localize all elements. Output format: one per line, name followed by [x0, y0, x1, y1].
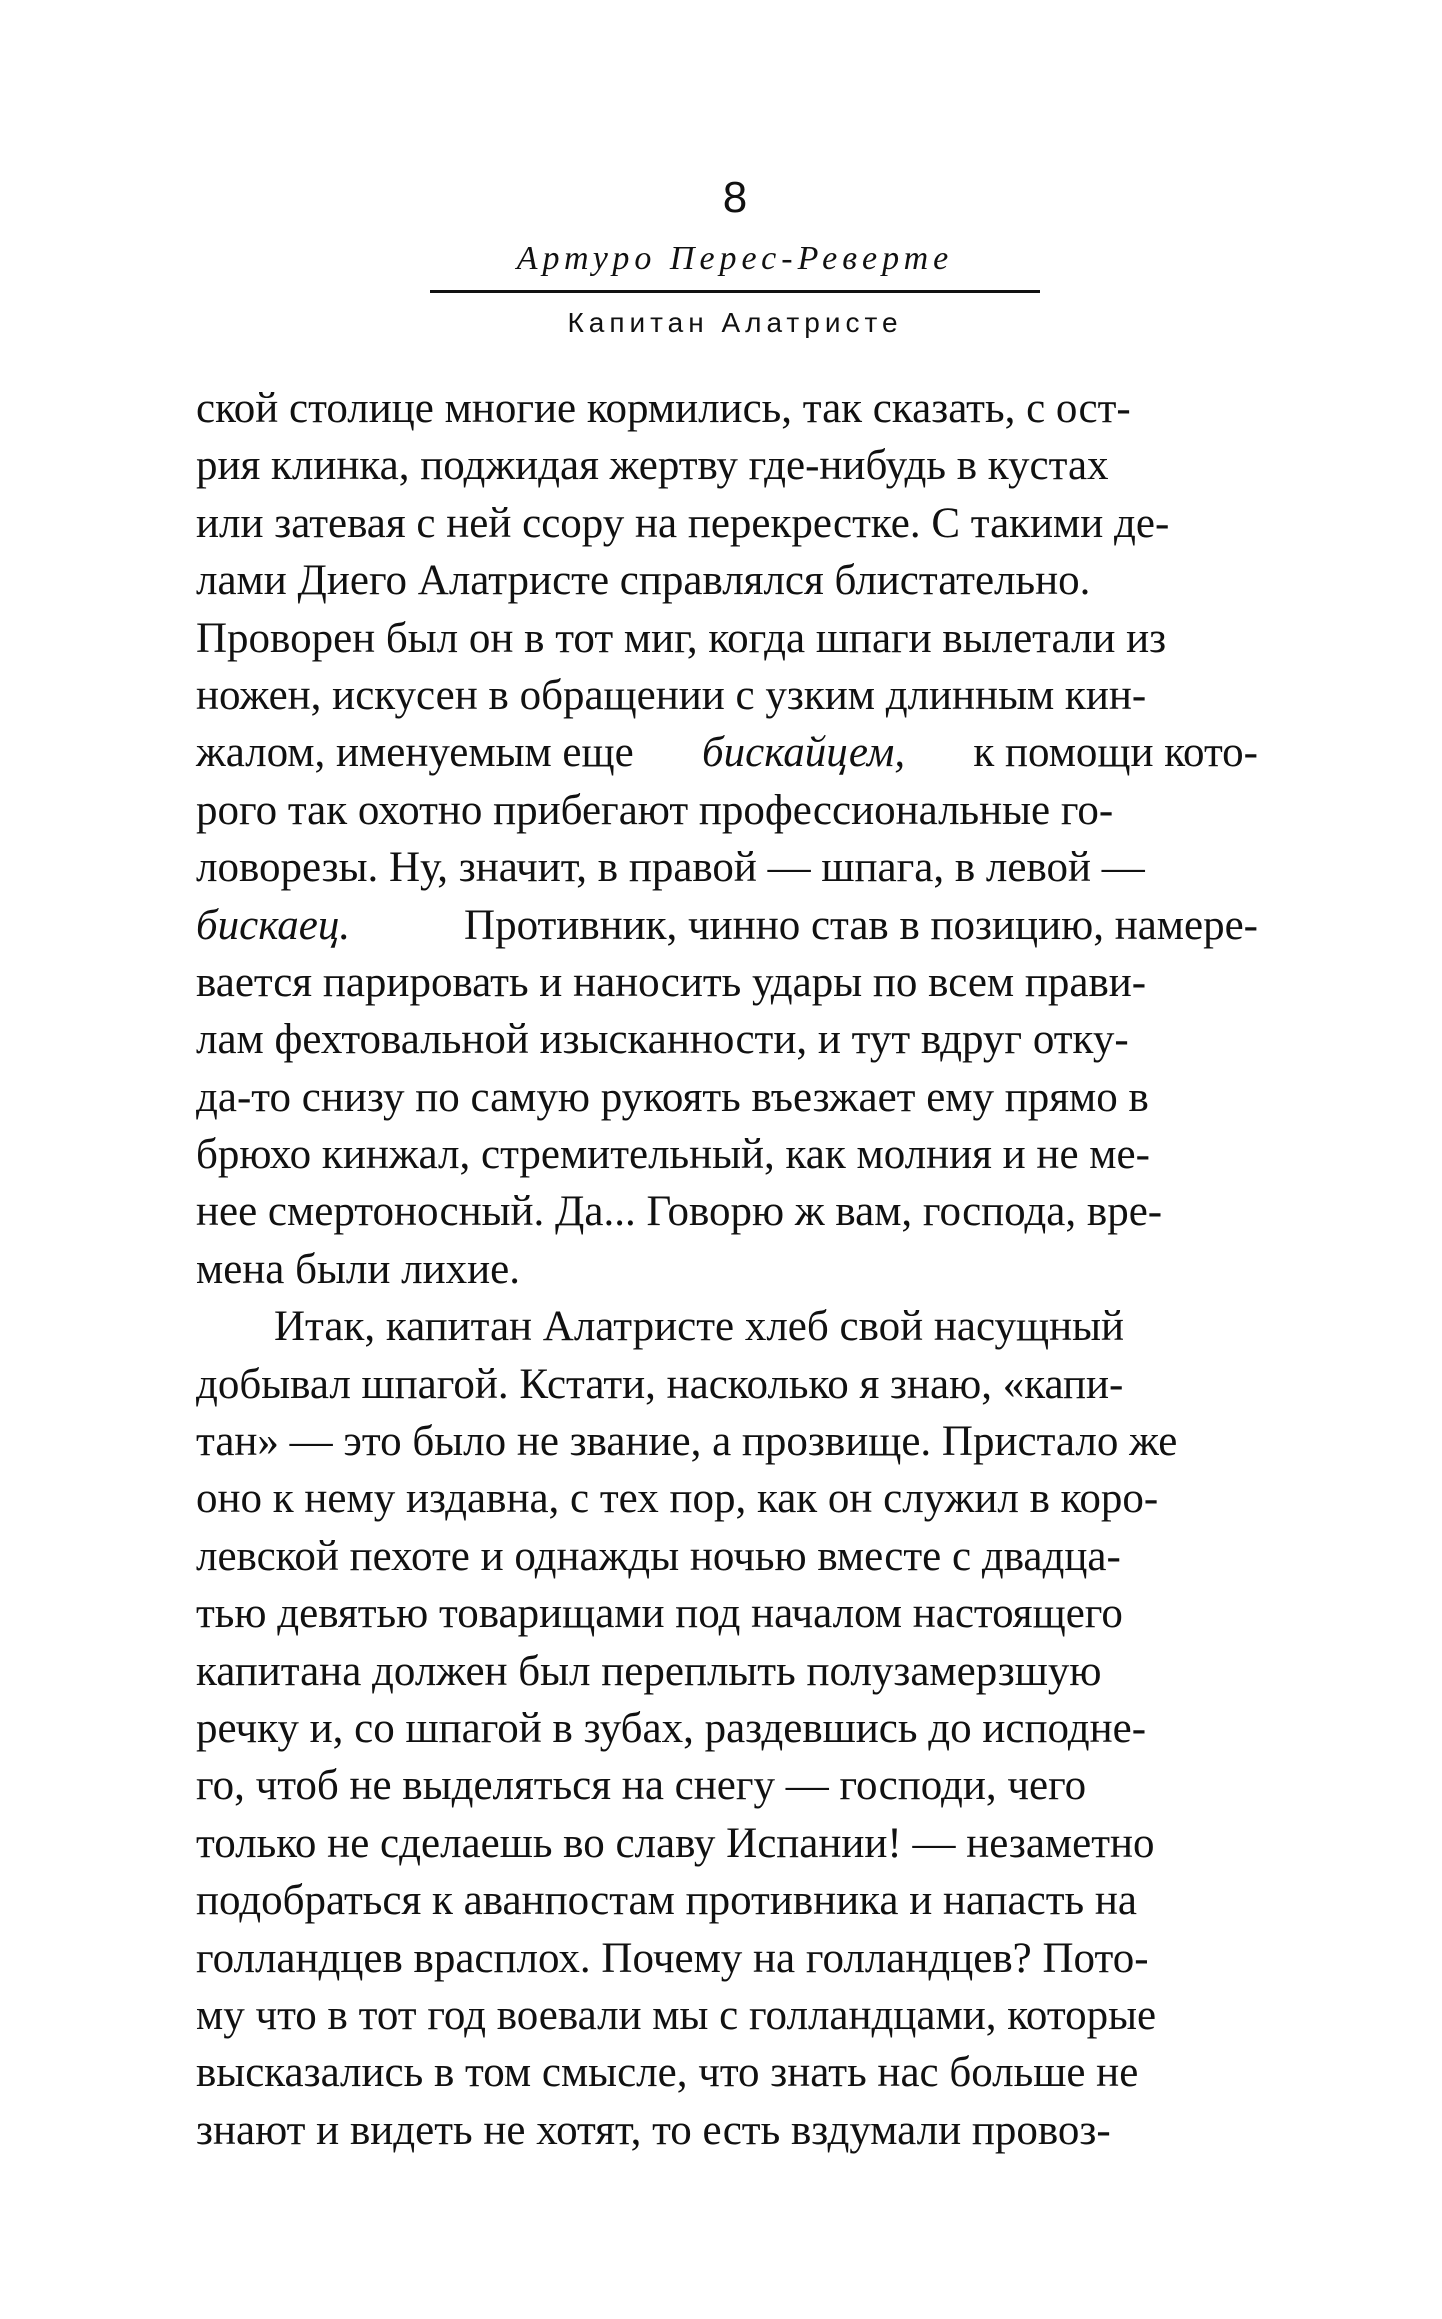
text-line: рого так охотно прибегают профессиональные го-: [196, 786, 1114, 834]
text-line: оно к нему издавна, с тех пор, как он служил в коро-: [196, 1475, 1159, 1523]
page-number: 8: [722, 173, 748, 222]
paragraph-start: Итак, капитан Алатристе хлеб свой насущный: [274, 1303, 1124, 1351]
text-line: голландцев врасплох. Почему на голландцев? Пото-: [196, 1934, 1149, 1982]
text-line: ловорезы. Ну, значит, в правой — шпага, в левой —: [196, 844, 1145, 892]
text-line: жалом, именуемым еще бискайцем, к помощи кото-: [196, 724, 1258, 781]
text-line: го, чтоб не выделяться на снегу — господи, чего: [196, 1762, 1087, 1810]
text-line: мена были лихие.: [196, 1245, 520, 1293]
text-line: нее смертоносный. Да... Говорю ж вам, господа, вре-: [196, 1188, 1163, 1236]
text-line: или затевая с ней ссору на перекрестке. С такими де-: [196, 499, 1170, 547]
text-line: рия клинка, поджидая жертву где-нибудь в кустах: [196, 442, 1109, 490]
text-line: лами Диего Алатристе справлялся блистательно.: [196, 557, 1091, 605]
text-line: тан» — это было не звание, а прозвище. Пристало же: [196, 1418, 1178, 1466]
text-line: знают и видеть не хотят, то есть вздумали провоз-: [196, 2106, 1111, 2154]
text-line: только не сделаешь во славу Испании! — незаметно: [196, 1819, 1155, 1867]
text-line: тью девятью товарищами под началом настоящего: [196, 1590, 1123, 1638]
text-line: подобраться к аванпостам противника и напасть на: [196, 1877, 1137, 1925]
text-line: капитана должен был переплыть полузамерзшую: [196, 1647, 1102, 1695]
text-line: Проворен был он в тот миг, когда шпаги вылетали из: [196, 614, 1167, 662]
text-line: лам фехтовальной изысканности, и тут вдруг отку-: [196, 1016, 1129, 1064]
header-divider: [430, 290, 1040, 293]
book-title: Капитан Алатристе: [567, 307, 903, 338]
text-line: речку и, со шпагой в зубах, раздевшись до исподне-: [196, 1704, 1147, 1752]
italic-term: бискаец.: [196, 901, 351, 949]
text-line: высказались в том смысле, что знать нас больше не: [196, 2049, 1139, 2097]
text-line: бискаец. Противник, чинно став в позицию, намере-: [196, 897, 1258, 954]
body-text: [196, 380, 1258, 2159]
text-line: да-то снизу по самую рукоять въезжает ему прямо в: [196, 1073, 1149, 1121]
text-line: брюхо кинжал, стремительный, как молния и не ме-: [196, 1131, 1150, 1179]
running-header: [430, 170, 1040, 343]
text-line: добывал шпагой. Кстати, насколько я знаю, «капи-: [196, 1360, 1124, 1408]
author-name: Артуро Перес-Реверте: [516, 240, 954, 277]
text-line: вается парировать и наносить удары по всем прави-: [196, 958, 1147, 1006]
text-line: му что в тот год воевали мы с голландцами, которые: [196, 1991, 1157, 2039]
text-line: ской столице многие кормились, так сказать, с ост-: [196, 385, 1131, 432]
text-line: левской пехоте и однажды ночью вместе с двадца-: [196, 1532, 1121, 1580]
text-line: ножен, искусен в обращении с узким длинным кин-: [196, 671, 1147, 719]
italic-term: бискайцем,: [702, 729, 906, 777]
